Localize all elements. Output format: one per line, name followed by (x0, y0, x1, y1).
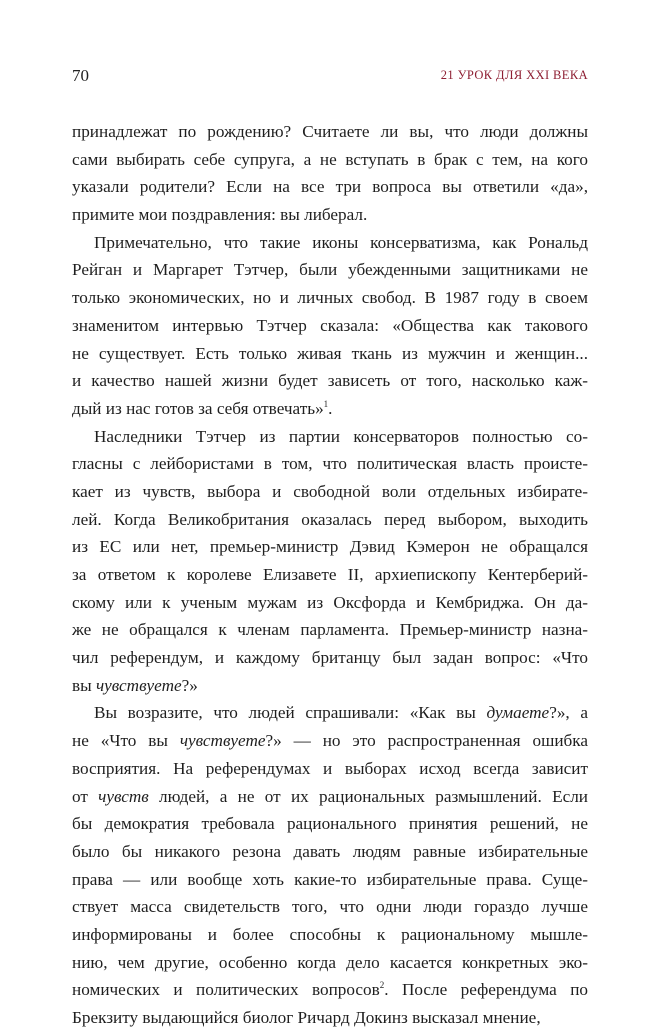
text-run: Примечательно, что такие иконы консерватизма, как Рональд (94, 232, 588, 252)
page-number: 70 (72, 66, 89, 85)
text-line (72, 893, 588, 921)
text-run: примите мои поздравления: вы либерал. (72, 205, 368, 225)
text-run: знаменитом интервью Тэтчер сказала: «Общества как такового (72, 315, 588, 335)
body-text (72, 118, 588, 1032)
text-run: дый из нас готов за себя отвечать» (72, 398, 324, 418)
text-run: восприятия. На референдумах и выборах исход всегда зависит (72, 758, 588, 778)
text-run: ствует масса свидетельств того, что одни люди гораздо лучше (72, 897, 588, 917)
text-run: Наследники Тэтчер из партии консерваторов полностью со- (94, 426, 588, 446)
text-run: не «Что вы (72, 731, 180, 751)
text-line (72, 340, 588, 368)
text-line (72, 755, 588, 783)
text-run: скому или к ученым мужам из Оксфорда и Кембриджа. Он да- (72, 592, 588, 612)
page-header (72, 66, 588, 86)
text-run: же не обращался к членам парламента. Премьер-министр назна- (72, 620, 588, 640)
text-run: людей, а не от их рациональных размышлений. Если (148, 786, 588, 806)
text-run: из ЕС или нет, премьер-министр Дэвид Кэмерон не обращался (72, 537, 588, 557)
text-run: Брекзиту выдающийся биолог Ричард Докинз высказал мнение, (72, 1008, 541, 1027)
text-run: бы демократия требовала рационального принятия решений, не (72, 814, 588, 834)
emphasis: думаете (486, 703, 550, 723)
text-run: номических и политических вопросов (72, 980, 380, 1000)
text-run: чил референдум, и каждому британцу был задан вопрос: «Что (72, 648, 588, 668)
text-line (72, 173, 588, 201)
running-title: 21 УРОК ДЛЯ XXI ВЕКА (440, 68, 588, 82)
text-run: только экономических, но и личных свобод. В 1987 году в своем (72, 288, 588, 308)
text-line (72, 866, 588, 894)
text-line (72, 395, 588, 423)
text-line (72, 533, 588, 561)
text-run: принадлежат по рождению? Считаете ли вы, что люди должны (72, 122, 588, 141)
text-line (72, 367, 588, 395)
text-run: лей. Когда Великобритания оказалась перед выбором, выходить (72, 509, 588, 529)
text-run: гласны с лейбористами в том, что политическая власть проистe- (72, 454, 588, 474)
text-line (72, 201, 588, 229)
text-run: не существует. Есть только живая ткань из мужчин и женщин... (72, 343, 588, 363)
text-line (72, 118, 588, 146)
paragraph (72, 118, 588, 229)
text-run: права — или вообще хоть какие-то избирательные права. Суще- (72, 869, 588, 889)
text-line (72, 644, 588, 672)
paragraph (72, 229, 588, 423)
text-run: Вы возразите, что людей спрашивали: «Как вы (94, 703, 487, 723)
text-line (72, 423, 588, 451)
text-run: ?» (181, 675, 198, 695)
text-line (72, 949, 588, 977)
text-run: ?» — но это распространенная ошибка (265, 731, 588, 751)
text-line (72, 838, 588, 866)
text-run: информированы и более способны к рациональному мышле- (72, 924, 588, 944)
text-line (72, 229, 588, 257)
footnote-marker: 2 (379, 980, 385, 991)
footnote-marker: 1 (323, 398, 329, 409)
text-run: указали родители? Если на все три вопроса вы ответили «да», (72, 177, 588, 197)
text-run: от (72, 786, 99, 806)
text-run: за ответом к королеве Елизавете II, архиепископу Кентерберий- (72, 565, 588, 584)
text-run: ?», а (549, 703, 588, 723)
text-line (72, 478, 588, 506)
text-run: Рейган и Маргарет Тэтчер, были убежденными защитниками не (72, 260, 588, 280)
text-line (72, 506, 588, 534)
text-line (72, 561, 588, 589)
text-run: было бы никакого резона давать людям равные избирательные (72, 841, 588, 861)
text-line (72, 616, 588, 644)
text-line (72, 284, 588, 312)
text-line (72, 146, 588, 174)
paragraph (72, 699, 588, 1031)
text-line (72, 810, 588, 838)
text-line (72, 256, 588, 284)
text-run: . (328, 398, 333, 418)
text-line (72, 672, 588, 700)
text-line (72, 921, 588, 949)
text-line (72, 589, 588, 617)
text-run: нию, чем другие, особенно когда дело касается конкретных эко- (72, 952, 588, 972)
text-line (72, 727, 588, 755)
emphasis: чувствуете (179, 731, 266, 751)
text-run: кает из чувств, выбора и свободной воли отдельных избирате- (72, 481, 588, 501)
text-line (72, 699, 588, 727)
text-run: вы (72, 675, 96, 695)
emphasis: чувств (98, 786, 149, 806)
emphasis: чувствуете (95, 675, 182, 695)
paragraph (72, 423, 588, 700)
text-run: сами выбирать себе супруга, а не вступать в брак с тем, на кого (72, 149, 588, 169)
text-line (72, 312, 588, 340)
text-line (72, 1004, 588, 1032)
text-line (72, 450, 588, 478)
text-run: и качество нашей жизни будет зависеть от того, насколько каж- (72, 371, 588, 391)
text-line (72, 783, 588, 811)
text-run: . После референдума по (384, 980, 588, 1000)
